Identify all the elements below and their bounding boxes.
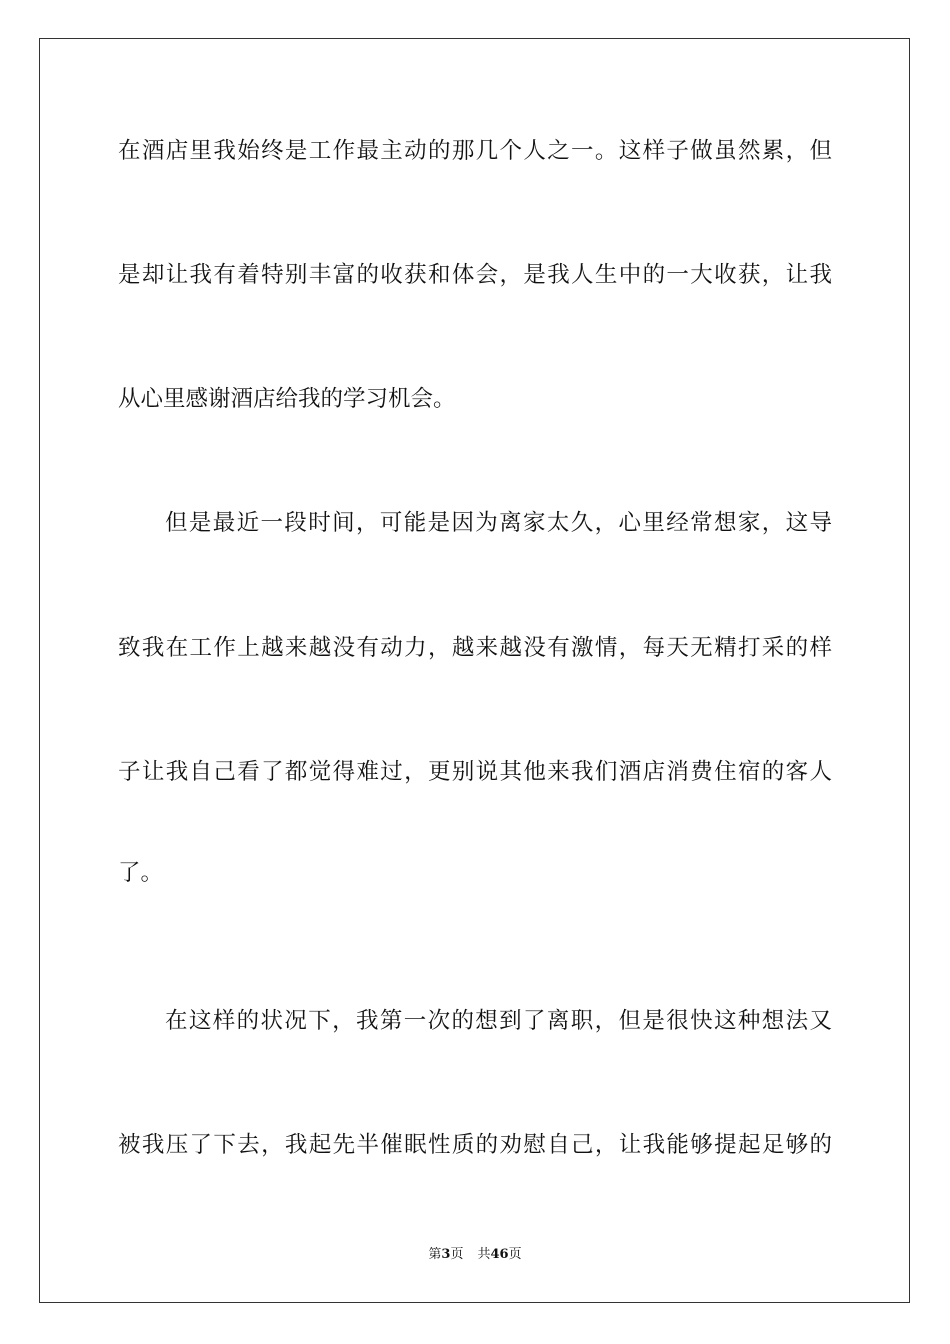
text-line-5: 致我在工作上越来越没有动力，越来越没有激情，每天无精打采的样 <box>118 635 832 661</box>
total-pages-label: 共46页 <box>477 1247 522 1262</box>
text-line-9: 被我压了下去，我起先半催眠性质的劝慰自己，让我能够提起足够的 <box>118 1132 832 1158</box>
text-line-7: 了。 <box>118 860 164 886</box>
text-line-8: 在这样的状况下，我第一次的想到了离职，但是很快这种想法又 <box>165 1008 832 1034</box>
text-line-1: 在酒店里我始终是工作最主动的那几个人之一。这样子做虽然累，但 <box>118 138 832 164</box>
text-line-4: 但是最近一段时间，可能是因为离家太久，心里经常想家，这导 <box>165 510 832 536</box>
text-line-3: 从心里感谢酒店给我的学习机会。 <box>118 386 456 412</box>
page-label: 第3页 <box>428 1247 464 1262</box>
total-pages: 46 <box>490 1247 509 1262</box>
text-line-2: 是却让我有着特别丰富的收获和体会，是我人生中的一大收获，让我 <box>118 262 832 288</box>
text-line-6: 子让我自己看了都觉得难过，更别说其他来我们酒店消费住宿的客人 <box>118 759 832 785</box>
page-border <box>39 38 910 1303</box>
page-number: 3 <box>441 1247 451 1262</box>
page-footer <box>0 1246 950 1264</box>
